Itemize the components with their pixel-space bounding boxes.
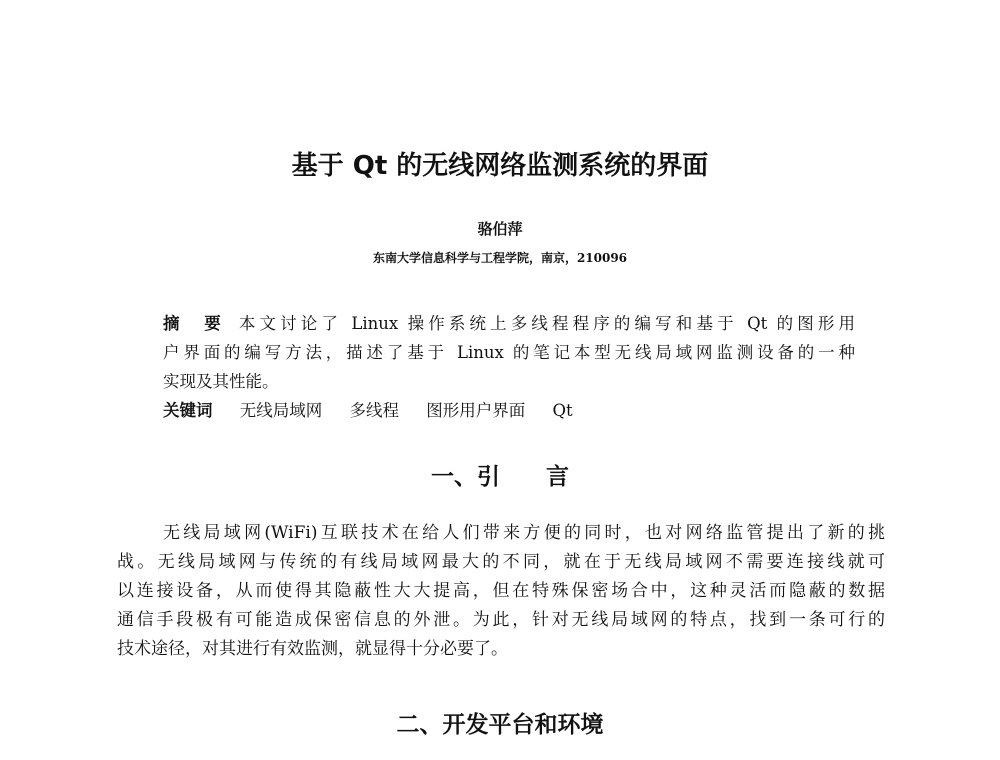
keyword: 无线局域网: [239, 401, 323, 420]
keywords-label: 关键词: [163, 401, 213, 420]
section-heading-introduction: 一、引 言: [431, 464, 569, 490]
author-name: 骆伯萍: [477, 220, 523, 238]
section-heading-platform: 二、开发平台和环境: [396, 712, 604, 738]
keywords: [163, 397, 855, 421]
keyword: Qt: [552, 401, 573, 420]
abstract-line: 户界面的编写方法，描述了基于 Linux 的笔记本型无线局域网监测设备的一种: [163, 343, 855, 362]
paragraph-line: 通信手段极有可能造成保密信息的外泄。为此，针对无线局域网的特点，找到一条可行的: [117, 610, 885, 630]
paragraph-line: 技术途径，对其进行有效监测，就显得十分必要了。: [117, 639, 508, 659]
author-affiliation: 东南大学信息科学与工程学院，南京，210096: [372, 251, 628, 265]
abstract-label: 摘 要: [163, 314, 225, 333]
abstract-line: 摘 要 本文讨论了 Linux 操作系统上多线程程序的编写和基于 Qt 的图形用: [163, 314, 856, 333]
paragraph-line: 战。无线局域网与传统的有线局域网最大的不同，就在于无线局域网不需要连接线就可: [117, 552, 885, 572]
paragraph-line: 以连接设备，从而使得其隐蔽性大大提高，但在特殊保密场合中，这种灵活而隐蔽的数据: [117, 581, 885, 601]
keyword: 图形用户界面: [426, 401, 526, 420]
keyword: 多线程: [349, 401, 399, 420]
paper-title: 基于 Qt 的无线网络监测系统的界面: [291, 151, 709, 181]
paragraph-line: 无线局域网(WiFi)互联技术在给人们带来方便的同时，也对网络监管提出了新的挑: [163, 523, 885, 543]
abstract-line: 实现及其性能。: [163, 372, 279, 391]
